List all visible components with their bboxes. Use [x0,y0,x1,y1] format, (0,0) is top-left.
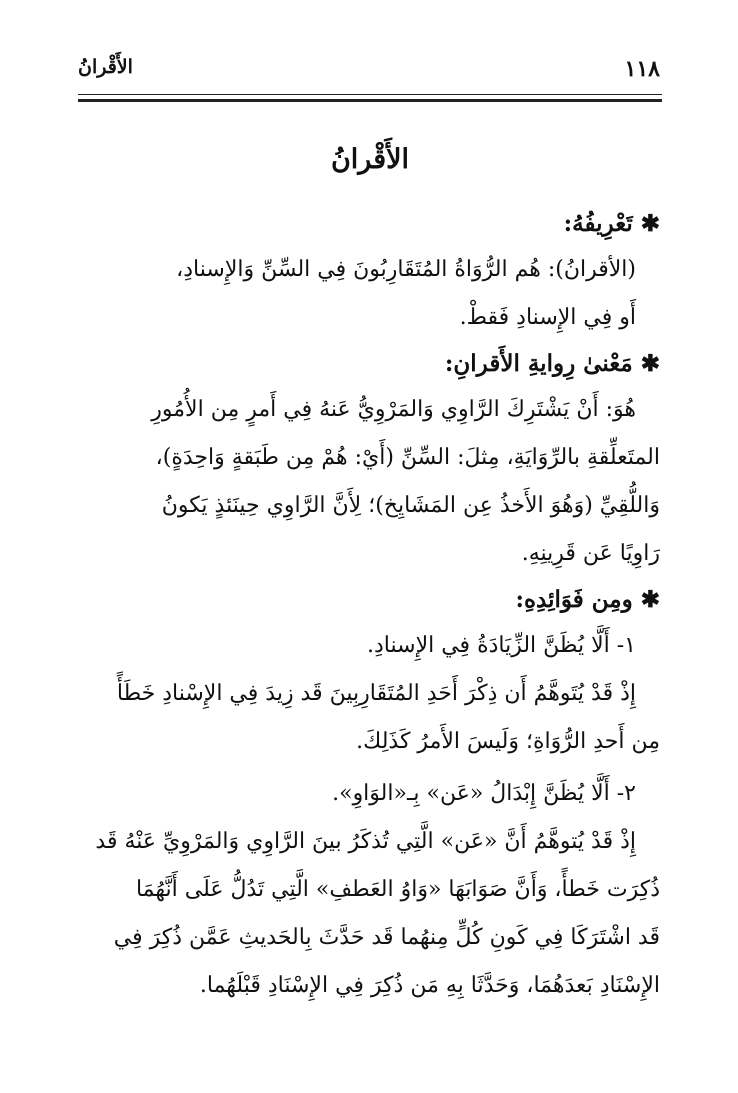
benefit-2-title: ٢- أَلَّا يُظَنَّ إِبْدَالُ «عَن» بِـ«الوَاوِ». [332,781,636,806]
definition-heading: ✱تَعْرِيفُهُ: [563,210,660,237]
page-number: ١١٨ [624,56,660,82]
page-body [80,140,660,1010]
meaning-line-2: المتَعلِّقةِ بالرِّوَايَةِ، مِثلَ: السِّنِّ (أَيْ: هُمْ مِن طَبَقةٍ وَاحِدَةٍ)، [155,445,660,470]
chapter-title: الأَقْرانُ [330,144,410,175]
definition-line-2: أَو فِي الإِسنادِ فَقطْ. [459,305,636,330]
benefit-2-line-3: قَد اشْتَرَكَا فِي كَونِ كُلٍّ مِنهُما قَد حَدَّثَ بِالحَديثِ عَمَّن ذُكِرَ فِي [113,925,660,950]
benefit-2-line-2: ذُكِرَت خَطأً، وَأَنَّ صَوَابَهَا «وَاوُ العَطفِ» الَّتِي تَدُلُّ عَلَى أَنَّهُمَا [135,877,660,902]
benefit-1-line-2: مِن أَحدِ الرُّوَاةِ؛ وَلَيسَ الأَمرُ كَذَلِكَ. [356,729,660,754]
definition-line-1: (الأقرانُ): هُم الرُّوَاةُ المُتَقَارِبُونَ فِي السِّنِّ وَالإِسنادِ، [176,257,636,282]
benefit-1-title: ١- أَلَّا يُظَنَّ الزِّيَادَةُ فِي الإِسنادِ. [367,633,636,658]
benefit-2-line-1: إِذْ قَدْ يُتوهَّمُ أَنَّ «عَن» الَّتِي تُذكَرُ بينَ الرَّاوِي وَالمَرْوِيِّ عَنْهُ قَد [95,829,636,854]
benefit-2-line-4: الإِسْنَادِ بَعدَهُمَا، وَحَدَّثَا بِهِ مَن ذُكِرَ فِي الإِسْنَادِ قَبْلَهُما. [199,973,660,998]
benefit-1-line-1: إِذْ قَدْ يُتَوهَّمُ أَن ذِكْرَ أَحَدِ المُتَقَارِبِينَ قَد زِيدَ فِي الإِسْنادِ خَطَأً [116,681,636,706]
header-rule-thin [78,94,662,95]
page-header [78,56,660,92]
benefits-heading: ✱ومِن فَوَائِدِهِ: [515,586,660,613]
meaning-line-4: رَاوِيًا عَن قَرِينِهِ. [521,541,660,566]
header-rule-thick [78,99,662,102]
asterisk-icon: ✱ [640,210,660,237]
meaning-line-1: هُوَ: أَنْ يَشْتَرِكَ الرَّاوِي وَالمَرْوِيُّ عَنهُ فِي أَمرٍ مِن الأُمُورِ [151,397,636,422]
meaning-heading: ✱مَعْنىٰ رِوايةِ الأَقرانِ: [444,350,660,377]
asterisk-icon: ✱ [640,586,660,613]
running-title: الأَقْرانُ [78,56,133,78]
asterisk-icon: ✱ [640,350,660,377]
meaning-line-3: وَاللُّقِيِّ (وَهُوَ الأَخذُ عِن المَشَايِخ)؛ لِأَنَّ الرَّاوِي حِينَئذٍ يَكونُ [161,493,660,518]
